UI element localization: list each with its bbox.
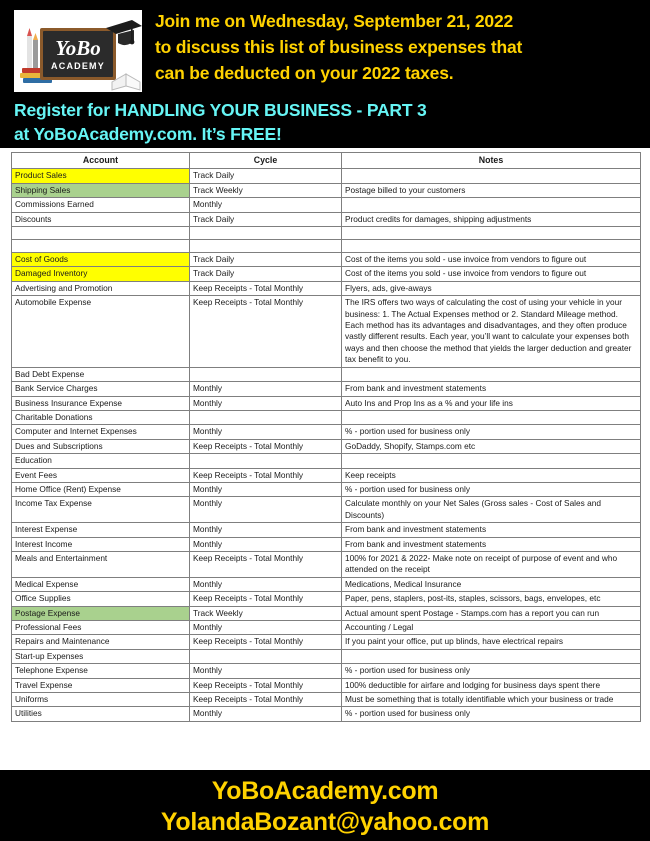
cell-notes: Auto Ins and Prop Ins as a % and your life ins	[342, 396, 641, 410]
header-banner	[0, 0, 650, 148]
cell-cycle: Monthly	[190, 621, 342, 635]
table-row	[12, 707, 641, 721]
headline-line-1: Join me on Wednesday, September 21, 2022	[155, 11, 514, 31]
column-header-cycle: Cycle	[190, 153, 342, 169]
cell-account: Damaged Inventory	[12, 267, 190, 281]
headline-line-3: can be deducted on your 2022 taxes.	[155, 63, 454, 83]
cell-account: Bank Service Charges	[12, 382, 190, 396]
subheadline-line-1: Register for HANDLING YOUR BUSINESS - PART 3	[14, 100, 427, 120]
cell-notes: Product credits for damages, shipping adjustments	[342, 212, 641, 226]
cell-cycle: Monthly	[190, 577, 342, 591]
subheadline-line-2: at YoBoAcademy.com. It’s FREE!	[14, 124, 282, 144]
cell-notes: Cost of the items you sold - use invoice from vendors to figure out	[342, 267, 641, 281]
cell-cycle: Monthly	[190, 664, 342, 678]
cell-notes: Paper, pens, staplers, post-its, staples, scissors, bags, envelopes, etc	[342, 592, 641, 606]
cell-cycle: Keep Receipts - Total Monthly	[190, 281, 342, 295]
cell-account: Commissions Earned	[12, 198, 190, 212]
cell-notes: Postage billed to your customers	[342, 183, 641, 197]
cell-account: Product Sales	[12, 169, 190, 183]
cell-cycle	[190, 649, 342, 663]
cell-notes: If you paint your office, put up blinds, have electrical repairs	[342, 635, 641, 649]
cell-notes: Flyers, ads, give-aways	[342, 281, 641, 295]
table-row	[12, 253, 641, 267]
table-row	[12, 693, 641, 707]
cell-notes: % - portion used for business only	[342, 707, 641, 721]
cell-account: Travel Expense	[12, 678, 190, 692]
cell-cycle: Monthly	[190, 396, 342, 410]
table-row	[12, 664, 641, 678]
cell-cycle: Track Weekly	[190, 183, 342, 197]
table-row	[12, 367, 641, 381]
cell-cycle: Track Daily	[190, 212, 342, 226]
cell-cycle: Monthly	[190, 537, 342, 551]
cell-notes: The IRS offers two ways of calculating the cost of using your vehicle in your business: 1. The Actual Expenses method or 2. Standard Mileage method. Each method has its advantages and disadvantages, and they often produce vastly different results. Each year, you’ll want to calculate your expenses both ways and then choose the method that yields the larger deduction and greater tax benefit to you.	[342, 296, 641, 367]
cell-account	[12, 240, 190, 253]
table-row	[12, 649, 641, 663]
table-row	[12, 169, 641, 183]
yobo-academy-logo	[14, 10, 142, 92]
cell-notes	[342, 240, 641, 253]
cell-notes: % - portion used for business only	[342, 482, 641, 496]
cell-cycle: Monthly	[190, 482, 342, 496]
cell-notes: Calculate monthly on your Net Sales (Gross sales - Cost of Sales and Discounts)	[342, 497, 641, 523]
table-header-row	[12, 153, 641, 169]
cell-cycle: Track Daily	[190, 169, 342, 183]
header-headline	[155, 8, 643, 86]
cell-cycle	[190, 227, 342, 240]
cell-cycle: Track Weekly	[190, 606, 342, 620]
cell-account: Medical Expense	[12, 577, 190, 591]
table-row-spacer	[12, 240, 641, 253]
cell-account: Home Office (Rent) Expense	[12, 482, 190, 496]
cell-notes: 100% deductible for airfare and lodging for business days spent there	[342, 678, 641, 692]
cell-notes: Accounting / Legal	[342, 621, 641, 635]
table-row	[12, 281, 641, 295]
table-row	[12, 551, 641, 577]
table-header	[12, 153, 641, 169]
cell-account: Income Tax Expense	[12, 497, 190, 523]
cell-cycle: Keep Receipts - Total Monthly	[190, 551, 342, 577]
chalkboard-logo-icon	[14, 10, 142, 92]
table-row	[12, 678, 641, 692]
footer-banner	[0, 770, 650, 841]
expense-table-container	[0, 148, 650, 770]
cell-notes: Keep receipts	[342, 468, 641, 482]
cell-account	[12, 227, 190, 240]
table-row	[12, 577, 641, 591]
column-header-notes: Notes	[342, 153, 641, 169]
cell-cycle: Keep Receipts - Total Monthly	[190, 693, 342, 707]
cell-notes	[342, 454, 641, 468]
cell-cycle: Track Daily	[190, 267, 342, 281]
cell-notes: From bank and investment statements	[342, 523, 641, 537]
cell-account: Automobile Expense	[12, 296, 190, 367]
cell-account: Education	[12, 454, 190, 468]
cell-notes	[342, 410, 641, 424]
cell-account: Uniforms	[12, 693, 190, 707]
table-row	[12, 267, 641, 281]
cell-cycle	[190, 367, 342, 381]
cell-cycle: Keep Receipts - Total Monthly	[190, 439, 342, 453]
cell-account: Office Supplies	[12, 592, 190, 606]
cell-account: Event Fees	[12, 468, 190, 482]
cell-account: Meals and Entertainment	[12, 551, 190, 577]
table-row	[12, 212, 641, 226]
table-row	[12, 296, 641, 367]
cell-account: Advertising and Promotion	[12, 281, 190, 295]
footer-website[interactable]: YoBoAcademy.com	[211, 777, 439, 805]
cell-account: Professional Fees	[12, 621, 190, 635]
cell-account: Computer and Internet Expenses	[12, 425, 190, 439]
table-body	[12, 169, 641, 721]
table-row	[12, 183, 641, 197]
cell-notes	[342, 649, 641, 663]
cell-account: Dues and Subscriptions	[12, 439, 190, 453]
cell-notes: Cost of the items you sold - use invoice from vendors to figure out	[342, 253, 641, 267]
cell-account: Start-up Expenses	[12, 649, 190, 663]
cell-account: Interest Income	[12, 537, 190, 551]
table-row	[12, 497, 641, 523]
cell-cycle: Monthly	[190, 382, 342, 396]
cell-notes: % - portion used for business only	[342, 425, 641, 439]
cell-account: Shipping Sales	[12, 183, 190, 197]
table-row	[12, 635, 641, 649]
cell-cycle: Track Daily	[190, 253, 342, 267]
table-row	[12, 523, 641, 537]
cell-notes	[342, 198, 641, 212]
cell-notes: 100% for 2021 & 2022- Make note on receipt of purpose of event and who attended on the receipt	[342, 551, 641, 577]
cell-cycle: Monthly	[190, 523, 342, 537]
column-header-account: Account	[12, 153, 190, 169]
cell-cycle: Keep Receipts - Total Monthly	[190, 468, 342, 482]
table-row	[12, 592, 641, 606]
table-row	[12, 410, 641, 424]
table-row	[12, 482, 641, 496]
cell-cycle: Keep Receipts - Total Monthly	[190, 678, 342, 692]
cell-notes: From bank and investment statements	[342, 537, 641, 551]
cell-notes	[342, 227, 641, 240]
header-subheadline	[14, 98, 644, 146]
footer-email[interactable]: YolandaBozant@yahoo.com	[160, 808, 490, 836]
cell-cycle: Keep Receipts - Total Monthly	[190, 592, 342, 606]
cell-account: Postage Expense	[12, 606, 190, 620]
cell-notes	[342, 169, 641, 183]
table-row	[12, 468, 641, 482]
cell-cycle	[190, 454, 342, 468]
cell-notes	[342, 367, 641, 381]
cell-account: Bad Debt Expense	[12, 367, 190, 381]
business-expense-table	[11, 152, 641, 722]
table-row	[12, 382, 641, 396]
cell-account: Repairs and Maintenance	[12, 635, 190, 649]
cell-account: Charitable Donations	[12, 410, 190, 424]
table-row	[12, 425, 641, 439]
cell-cycle: Monthly	[190, 425, 342, 439]
cell-notes: % - portion used for business only	[342, 664, 641, 678]
cell-account: Cost of Goods	[12, 253, 190, 267]
cell-account: Interest Expense	[12, 523, 190, 537]
cell-cycle: Keep Receipts - Total Monthly	[190, 296, 342, 367]
cell-account: Discounts	[12, 212, 190, 226]
cell-cycle	[190, 240, 342, 253]
cell-cycle: Monthly	[190, 198, 342, 212]
cell-notes: GoDaddy, Shopify, Stamps.com etc	[342, 439, 641, 453]
cell-account: Utilities	[12, 707, 190, 721]
svg-text:YoBo: YoBo	[55, 36, 101, 60]
cell-account: Telephone Expense	[12, 664, 190, 678]
table-row	[12, 537, 641, 551]
table-row	[12, 606, 641, 620]
cell-notes: Medications, Medical Insurance	[342, 577, 641, 591]
cell-cycle: Keep Receipts - Total Monthly	[190, 635, 342, 649]
cell-account: Business Insurance Expense	[12, 396, 190, 410]
table-row	[12, 621, 641, 635]
table-row	[12, 396, 641, 410]
table-row	[12, 454, 641, 468]
cell-cycle: Monthly	[190, 497, 342, 523]
svg-text:ACADEMY: ACADEMY	[51, 61, 105, 71]
cell-notes: Actual amount spent Postage - Stamps.com has a report you can run	[342, 606, 641, 620]
cell-cycle	[190, 410, 342, 424]
table-row	[12, 439, 641, 453]
table-row-spacer	[12, 227, 641, 240]
table-row	[12, 198, 641, 212]
cell-notes: Must be something that is totally identifiable which your business or trade	[342, 693, 641, 707]
cell-notes: From bank and investment statements	[342, 382, 641, 396]
headline-line-2: to discuss this list of business expenses that	[155, 37, 523, 57]
cell-cycle: Monthly	[190, 707, 342, 721]
